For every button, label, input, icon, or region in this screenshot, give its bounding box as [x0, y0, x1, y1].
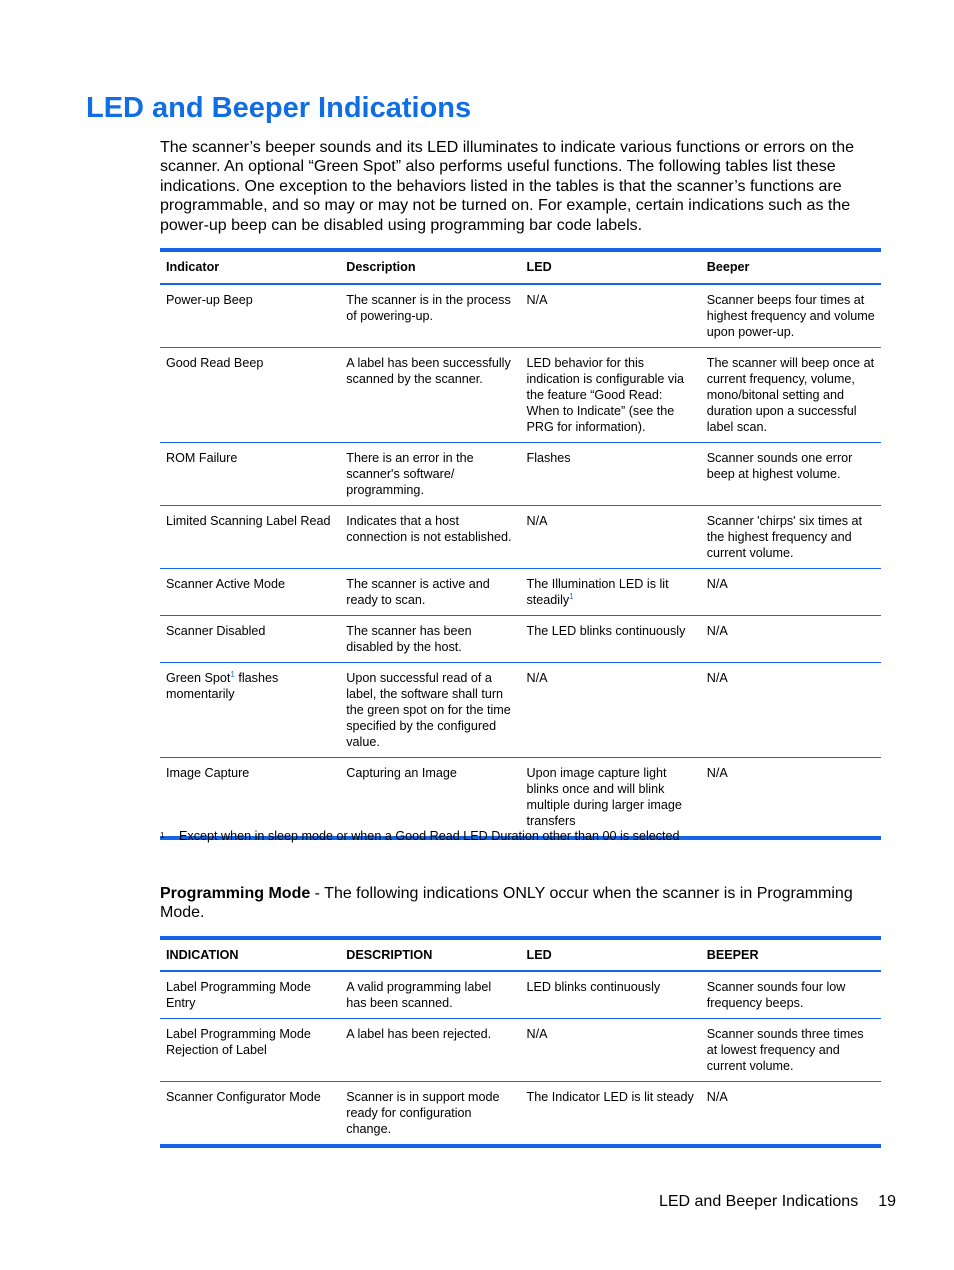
cell-description: The scanner is in the process of powering-up.	[346, 293, 511, 323]
table-row	[160, 284, 881, 348]
table-row	[160, 616, 881, 663]
cell-led: Upon image capture light blinks once and will blink multiple during larger image transfers	[521, 758, 701, 839]
footnote-reference: 1	[230, 669, 235, 679]
column-header-indication: INDICATION	[160, 938, 340, 971]
cell-description: A valid programming label has been scanned.	[346, 980, 492, 1010]
programming-mode-text: - The following indications ONLY occur when the scanner is in Programming Mode.	[160, 885, 853, 922]
footnote-reference: 1	[569, 591, 574, 601]
cell-description: Upon successful read of a label, the software shall turn the green spot on for the time specified by the configured value.	[340, 663, 520, 758]
indications-table	[160, 248, 881, 840]
table-row	[160, 443, 881, 506]
cell-led-text: The Illumination LED is lit steadily	[526, 577, 669, 607]
cell-beeper: N/A	[701, 1082, 881, 1147]
cell-indicator-text: Green Spot	[166, 671, 231, 685]
cell-description: The scanner is active and ready to scan.	[340, 569, 520, 616]
table-row	[160, 1019, 881, 1082]
column-header-indicator: Indicator	[160, 250, 340, 284]
cell-led: N/A	[521, 506, 701, 569]
cell-indicator: Power-up Beep	[166, 293, 253, 307]
table-row	[160, 758, 881, 839]
table-header-row	[160, 938, 881, 971]
footnote-text: Except when in sleep mode or when a Good Read LED Duration other than 00 is selected	[179, 829, 680, 843]
cell-description: A label has been successfully scanned by the scanner.	[340, 348, 520, 443]
cell-description: Indicates that a host connection is not established.	[340, 506, 520, 569]
cell-indicator: ROM Failure	[160, 443, 340, 506]
cell-led: The LED blinks continuously	[521, 616, 701, 663]
cell-indicator: Scanner Active Mode	[160, 569, 340, 616]
footnote	[160, 828, 680, 844]
footnote-mark: 1	[160, 831, 165, 840]
page-title: LED and Beeper Indications	[86, 92, 472, 124]
cell-beeper: Scanner beeps four times at highest frequency and volume upon power-up.	[706, 293, 875, 339]
cell-indicator	[160, 663, 340, 758]
cell-beeper: N/A	[701, 663, 881, 758]
cell-led: N/A	[521, 663, 701, 758]
table-row	[160, 1082, 881, 1147]
cell-beeper: N/A	[701, 758, 881, 839]
cell-led: N/A	[521, 1019, 701, 1082]
cell-description: Scanner is in support mode ready for configuration change.	[340, 1082, 520, 1147]
page-number: 19	[878, 1193, 896, 1210]
cell-indicator: Label Programming Mode Rejection of Label	[160, 1019, 340, 1082]
cell-led: LED behavior for this indication is configurable via the feature “Good Read: When to Indicate” (see the PRG for information).	[521, 348, 701, 443]
table-row	[160, 663, 881, 758]
table-row	[160, 569, 881, 616]
cell-indicator-text-cont: flashes momentarily	[166, 671, 279, 701]
cell-led: The Indicator LED is lit steady	[521, 1082, 701, 1147]
column-header-led: LED	[521, 250, 701, 284]
table-row	[160, 348, 881, 443]
table-header-row	[160, 250, 881, 284]
cell-beeper: Scanner 'chirps' six times at the highest frequency and current volume.	[701, 506, 881, 569]
programming-mode-lead: Programming Mode	[160, 885, 311, 902]
column-header-beeper: Beeper	[701, 250, 881, 284]
cell-beeper: The scanner will beep once at current frequency, volume, mono/bitonal setting and duration upon a successful label scan.	[701, 348, 881, 443]
cell-beeper: Scanner sounds one error beep at highest volume.	[701, 443, 881, 506]
cell-beeper: Scanner sounds four low frequency beeps.	[706, 980, 846, 1010]
column-header-description: Description	[340, 250, 520, 284]
cell-indicator: Image Capture	[160, 758, 340, 839]
intro-paragraph: The scanner’s beeper sounds and its LED illuminates to indicate various functions or errors on the scanner. An optional “Green Spot” also performs useful functions. The following tables list these indications. One exception to the behaviors listed in the tables is that the scanner’s functions are programmable, and so may or may not be turned on. For example, certain indications such as the power-up beep can be disabled using programming bar code labels.	[160, 139, 855, 234]
cell-description: The scanner has been disabled by the host.	[340, 616, 520, 663]
cell-beeper: Scanner sounds three times at lowest frequency and current volume.	[701, 1019, 881, 1082]
column-header-beeper: BEEPER	[701, 938, 881, 971]
cell-description: There is an error in the scanner's software/ programming.	[340, 443, 520, 506]
programming-mode-table	[160, 936, 881, 1148]
cell-led: LED blinks continuously	[526, 980, 661, 994]
cell-led: N/A	[526, 293, 548, 307]
cell-indicator: Limited Scanning Label Read	[160, 506, 340, 569]
page-footer	[659, 1192, 896, 1212]
cell-description: A label has been rejected.	[340, 1019, 520, 1082]
table-row	[160, 506, 881, 569]
cell-indicator: Good Read Beep	[160, 348, 340, 443]
cell-beeper: N/A	[701, 616, 881, 663]
cell-indicator: Label Programming Mode Entry	[166, 980, 311, 1010]
table-row	[160, 971, 881, 1019]
column-header-led: LED	[521, 938, 701, 971]
cell-indicator: Scanner Disabled	[160, 616, 340, 663]
programming-mode-paragraph	[160, 884, 880, 923]
cell-beeper: N/A	[701, 569, 881, 616]
cell-description: Capturing an Image	[340, 758, 520, 839]
cell-indicator: Scanner Configurator Mode	[160, 1082, 340, 1147]
cell-led: Flashes	[521, 443, 701, 506]
cell-led	[521, 569, 701, 616]
column-header-description: DESCRIPTION	[340, 938, 520, 971]
footer-section-title: LED and Beeper Indications	[658, 1193, 859, 1210]
